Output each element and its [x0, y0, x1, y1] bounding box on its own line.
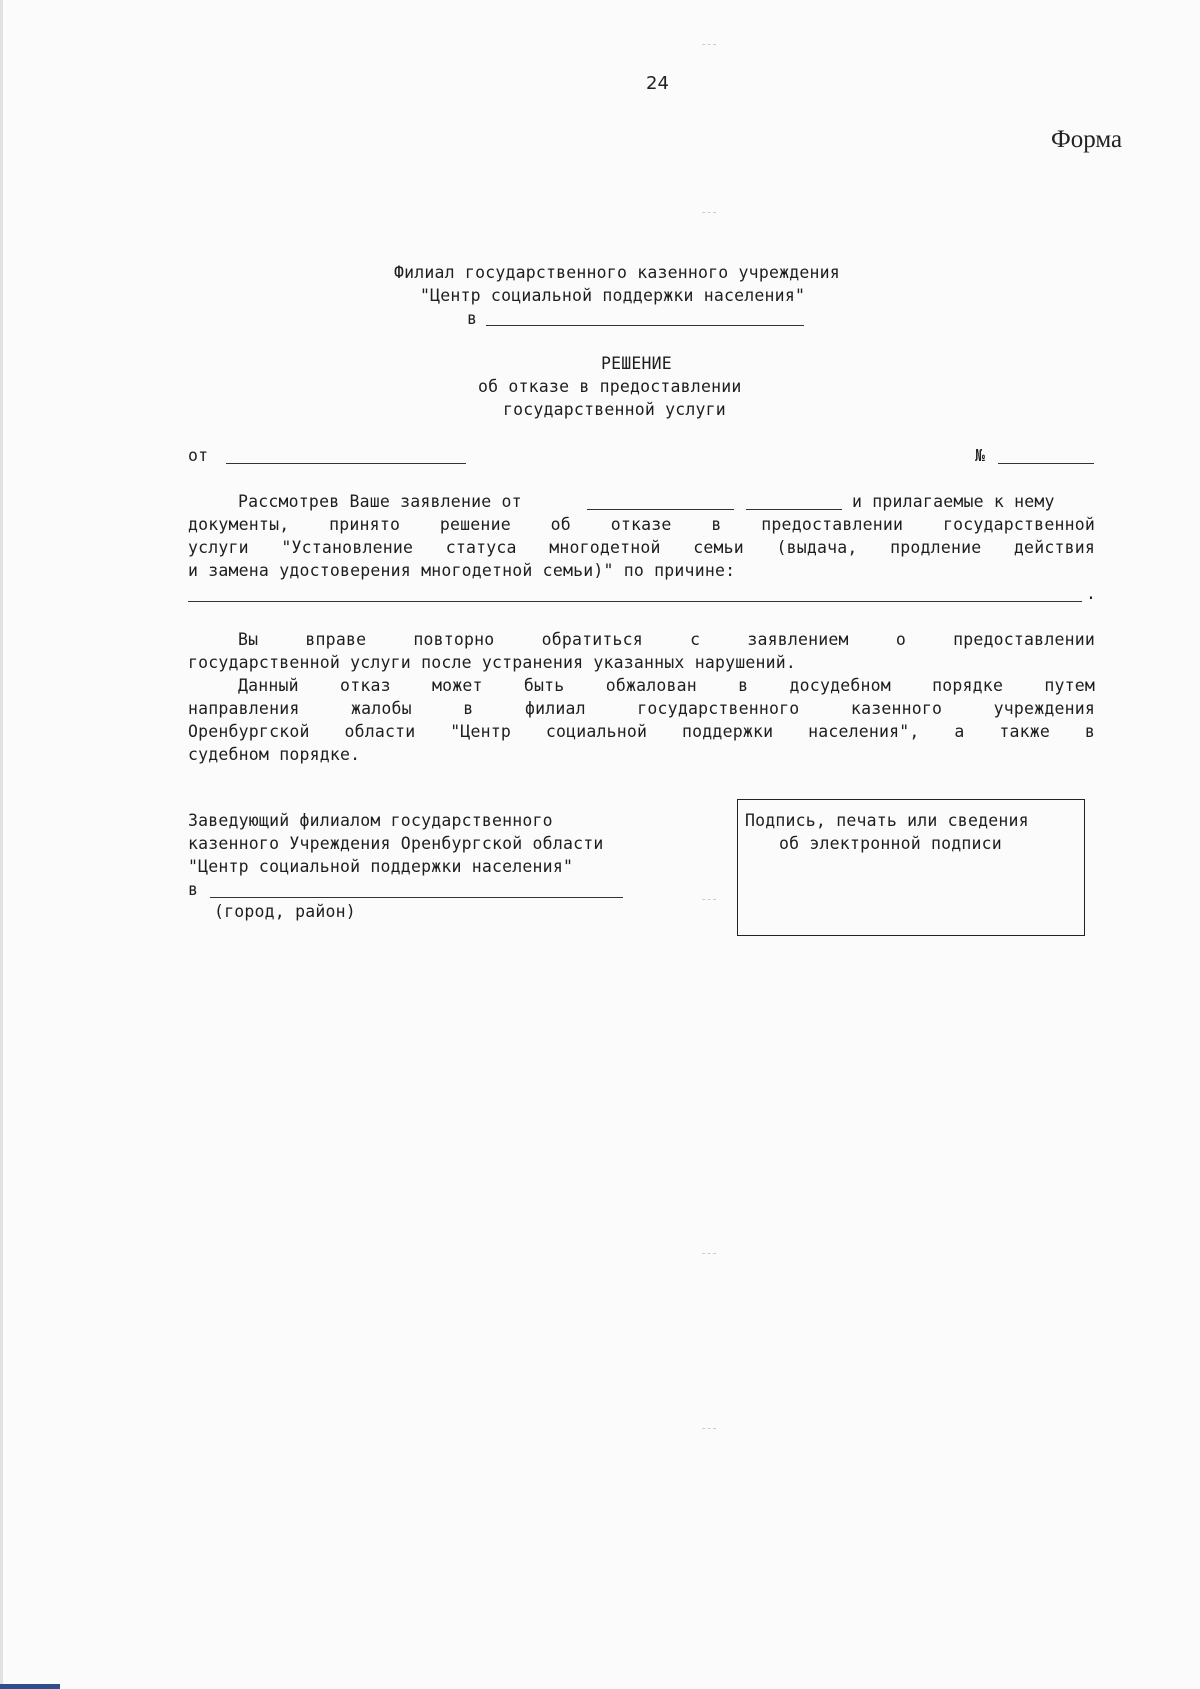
- date-blank: [226, 463, 466, 464]
- reason-blank: [188, 601, 1082, 602]
- p3-line-1: Данный отказ может быть обжалован в досудебном порядке путем: [238, 676, 1095, 695]
- scan-mark: [702, 44, 716, 45]
- document-title: РЕШЕНИЕ: [601, 354, 672, 373]
- p1-line-2: документы, принято решение об отказе в предоставлении государственной: [188, 515, 1095, 534]
- p3-line-4: судебном порядке.: [188, 745, 361, 764]
- application-date-blank: [587, 509, 734, 510]
- date-label: от: [188, 446, 209, 465]
- header-line-1: Филиал государственного казенного учреждения: [394, 263, 840, 282]
- scan-edge-strip: [0, 1684, 60, 1689]
- p1-line-1-suffix: и прилагаемые к нему: [852, 492, 1055, 511]
- header-line-2: "Центр социальной поддержки населения": [420, 286, 806, 305]
- signatory-location-caption: (город, район): [214, 902, 356, 921]
- signatory-line-1: Заведующий филиалом государственного: [188, 811, 553, 830]
- application-number-blank: [746, 509, 842, 510]
- title-sub-2: государственной услуги: [503, 400, 726, 419]
- stamp-box-line-2: об электронной подписи: [779, 834, 1002, 853]
- signatory-line-4-prefix: в: [188, 880, 199, 899]
- number-label: №: [975, 446, 986, 465]
- scan-mark: [702, 1253, 716, 1254]
- p2-line-1: Вы вправе повторно обратиться с заявлением о предоставлении: [238, 630, 1095, 649]
- signatory-location-blank: [210, 897, 623, 898]
- signatory-line-3: "Центр социальной поддержки населения": [188, 857, 574, 876]
- p3-line-2: направления жалобы в филиал государственного казенного учреждения: [188, 699, 1095, 718]
- p1-line-4: и замена удостоверения многодетной семьи)" по причине:: [188, 561, 736, 580]
- p2-line-2: государственной услуги после устранения указанных нарушений.: [188, 653, 797, 672]
- reason-end-period: .: [1086, 584, 1097, 603]
- scan-edge: [0, 0, 3, 1689]
- scan-mark: [702, 1428, 716, 1429]
- page-number: 24: [646, 73, 669, 94]
- stamp-box-line-1: Подпись, печать или сведения: [745, 811, 1029, 830]
- p1-line-3: услуги "Установление статуса многодетной семьи (выдача, продление действия: [188, 538, 1095, 557]
- number-blank: [998, 463, 1094, 464]
- scan-mark: [702, 212, 716, 213]
- form-label: Форма: [1051, 126, 1123, 153]
- p3-line-3: Оренбургской области "Центр социальной поддержки населения", а также в: [188, 722, 1095, 741]
- title-sub-1: об отказе в предоставлении: [478, 377, 742, 396]
- header-line-3-prefix: в: [467, 309, 478, 328]
- signatory-line-2: казенного Учреждения Оренбургской области: [188, 834, 604, 853]
- p1-line-1-prefix: Рассмотрев Ваше заявление от: [238, 492, 522, 511]
- header-location-blank: [486, 325, 804, 326]
- scan-mark: [702, 899, 716, 900]
